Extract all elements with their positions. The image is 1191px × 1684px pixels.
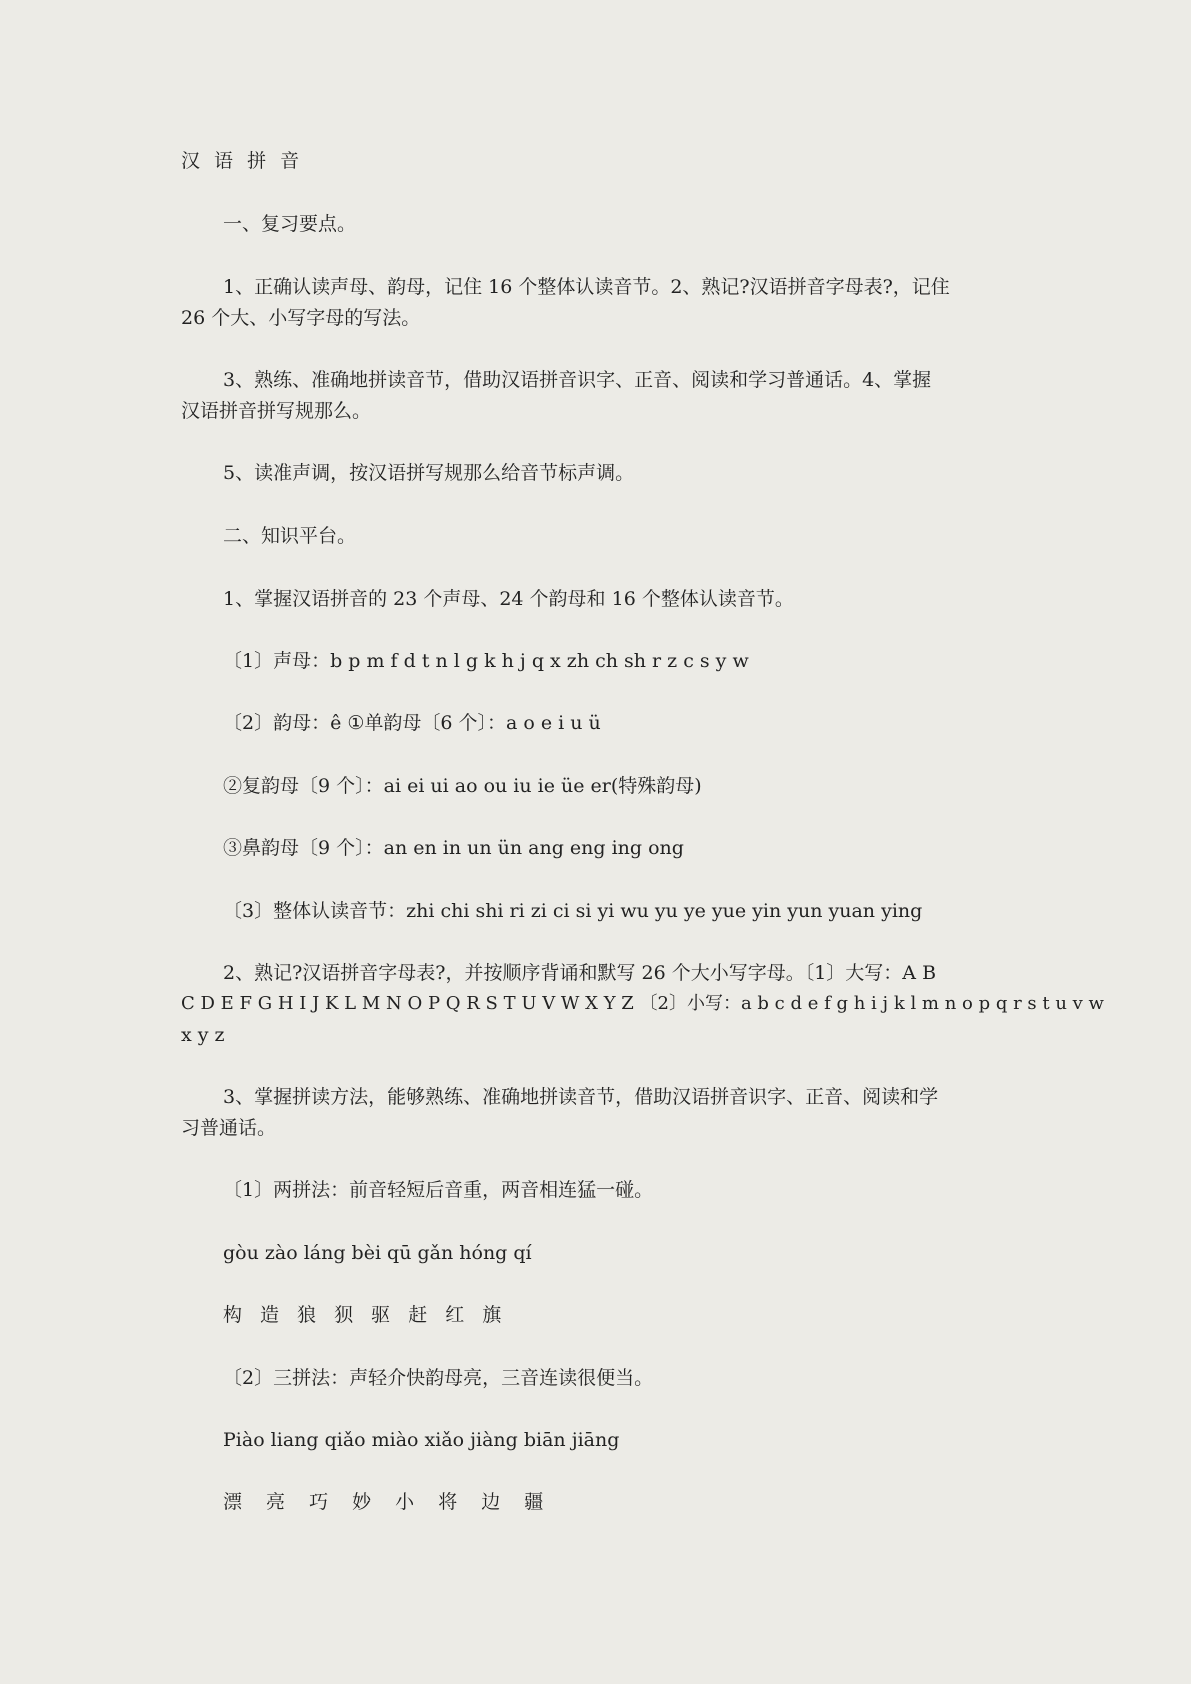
compound-finals-line: ②复韵母〔9 个〕：ai ei ui ao ou iu ie üe er(特殊韵母) (223, 775, 702, 797)
paragraph-line: 2、熟记?汉语拼音字母表?，并按顺序背诵和默写 26 个大小写字母。〔1〕大写：A B (223, 962, 937, 984)
alphabet-line: x y z (181, 1024, 225, 1046)
paragraph-line: 3、熟练、准确地拼读音节，借助汉语拼音识字、正音、阅读和学习普通话。4、掌握 (223, 369, 932, 391)
paragraph-line: 汉语拼音拼写规那么。 (181, 400, 372, 422)
paragraph-line: 26 个大、小写字母的写法。 (181, 307, 421, 329)
two-spelling-method-line: 〔1〕两拼法：前音轻短后音重，两音相连猛一碰。 (223, 1179, 654, 1201)
paragraph-line: 1、掌握汉语拼音的 23 个声母、24 个韵母和 16 个整体认读音节。 (223, 588, 794, 610)
pinyin-example-line: Piào liang qiǎo miào xiǎo jiàng biān jiāng (223, 1429, 620, 1451)
whole-syllables-line: 〔3〕整体认读音节：zhi chi shi ri zi ci si yi wu yu ye yue yin yun yuan ying (223, 900, 923, 922)
paragraph-line: 3、掌握拼读方法，能够熟练、准确地拼读音节，借助汉语拼音识字、正音、阅读和学 (223, 1086, 939, 1108)
nasal-finals-line: ③鼻韵母〔9 个〕：an en in un ün ang eng ing ong (223, 837, 684, 859)
paragraph-line: 1、正确认读声母、韵母，记住 16 个整体认读音节。2、熟记?汉语拼音字母表?，记住 (223, 276, 950, 298)
initials-line: 〔1〕声母：b p m f d t n l g k h j q x zh ch sh r z c s y w (223, 650, 749, 672)
finals-line: 〔2〕韵母：ê ①单韵母〔6 个〕：a o e i u ü (223, 712, 601, 734)
pinyin-example-line: gòu zào láng bèi qū gǎn hóng qí (223, 1242, 532, 1264)
alphabet-line: C D E F G H I J K L M N O P Q R S T U V W X Y Z 〔2〕小写：a b c d e f g h i j k l m n o p q r s t u v w (181, 993, 1104, 1014)
three-spelling-method-line: 〔2〕三拼法：声轻介快韵母亮，三音连读很便当。 (223, 1367, 654, 1389)
hanzi-example-line: 构 造 狼 狈 驱 赶 红 旗 (223, 1304, 508, 1326)
section-heading-knowledge-platform: 二、知识平台。 (223, 525, 357, 547)
paragraph-line: 习普通话。 (181, 1117, 277, 1139)
document-title: 汉 语 拼 音 (181, 150, 304, 172)
paragraph-line: 5、读准声调，按汉语拼写规那么给音节标声调。 (223, 462, 635, 484)
hanzi-example-line: 漂 亮 巧 妙 小 将 边 疆 (223, 1491, 553, 1513)
section-heading-review-points: 一、复习要点。 (223, 213, 357, 235)
